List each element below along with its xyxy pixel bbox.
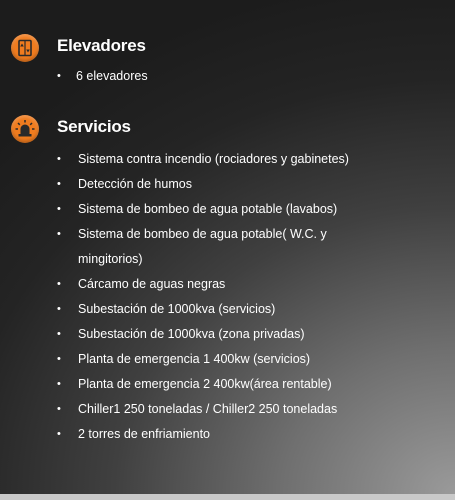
heading-servicios: Servicios <box>57 117 131 136</box>
siren-icon <box>11 115 39 143</box>
list-item <box>0 222 455 247</box>
list-item-text: Planta de emergencia 1 400kw (servicios) <box>78 352 311 366</box>
list-item <box>0 372 455 397</box>
list-item-text: mingitorios) <box>78 252 143 266</box>
heading-row-elevadores <box>0 34 455 62</box>
list-item <box>0 422 455 447</box>
elevator-icon <box>11 34 39 62</box>
bullet-icon: • <box>57 153 61 165</box>
list-item-text: Sistema de bombeo de agua potable( W.C. y <box>78 227 327 241</box>
list-item <box>0 297 455 322</box>
list-item <box>0 272 455 297</box>
list-item-text: 6 elevadores <box>76 69 148 83</box>
list-item-text: Detección de humos <box>78 177 192 191</box>
list-servicios <box>0 147 455 447</box>
section-servicios <box>0 115 455 441</box>
list-item <box>0 347 455 372</box>
heading-row-servicios <box>0 115 455 143</box>
list-item <box>0 397 455 422</box>
list-item-text: Planta de emergencia 2 400kw(área rentable) <box>78 377 332 391</box>
list-item <box>0 64 455 89</box>
list-item <box>0 172 455 197</box>
list-item-continuation <box>0 247 455 272</box>
list-item-text: Cárcamo de aguas negras <box>78 277 226 291</box>
section-elevadores <box>0 34 455 83</box>
bottom-strip <box>0 494 455 500</box>
bullet-icon: • <box>57 278 61 290</box>
list-item-text: 2 torres de enfriamiento <box>78 427 211 441</box>
bullet-icon: • <box>57 328 61 340</box>
bullet-icon: • <box>57 403 61 415</box>
bullet-icon: • <box>57 178 61 190</box>
list-item <box>0 322 455 347</box>
list-elevadores <box>0 64 455 89</box>
list-item-text: Sistema de bombeo de agua potable (lavabos) <box>78 202 338 216</box>
heading-elevadores: Elevadores <box>57 36 146 55</box>
bullet-icon: • <box>57 203 61 215</box>
list-item <box>0 197 455 222</box>
bullet-icon: • <box>57 303 61 315</box>
list-item-text: Chiller1 250 toneladas / Chiller2 250 toneladas <box>78 402 338 416</box>
list-item-text: Sistema contra incendio (rociadores y gabinetes) <box>78 152 349 166</box>
bullet-icon: • <box>57 428 61 440</box>
bullet-icon: • <box>57 378 61 390</box>
list-item-text: Subestación de 1000kva (zona privadas) <box>78 327 305 341</box>
bullet-icon: • <box>57 353 61 365</box>
bullet-icon: • <box>57 228 61 240</box>
bullet-icon: • <box>57 70 61 82</box>
list-item-text: Subestación de 1000kva (servicios) <box>78 302 276 316</box>
list-item <box>0 147 455 172</box>
